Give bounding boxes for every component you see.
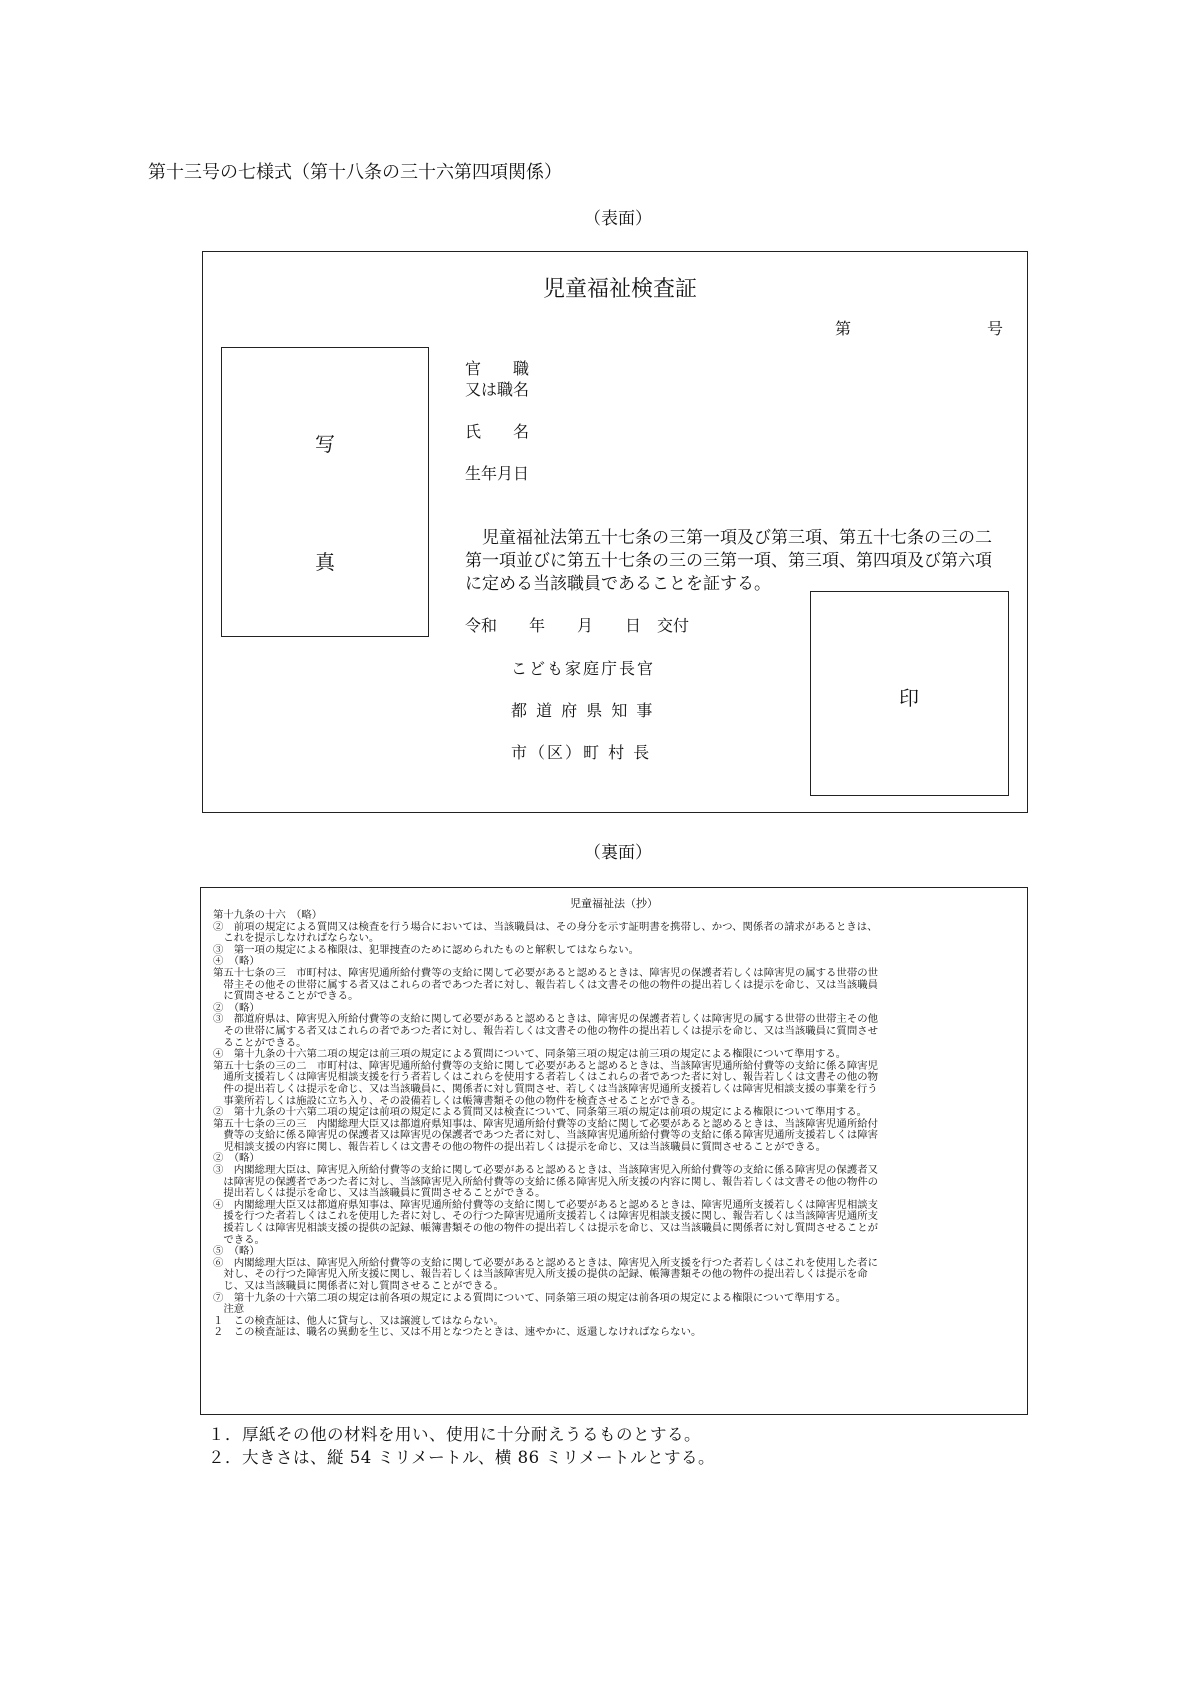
law-line: ④ 第十九条の十六第二項の規定は前三項の規定による質問について、同条第三項の規定は前三項の規定による権限について準用する。 (213, 1048, 847, 1061)
field-official-title-1: 官 職 (465, 359, 530, 378)
certification-text: 児童福祉法第五十七条の三第一項及び第三項、第五十七条の三の二第一項並びに第五十七条の三の三第一項、第三項、第四項及び第六項に定める当該職員であることを証する。 (465, 528, 992, 594)
footer-note-2: ２．大きさは、縦 54 ミリメートル、横 86 ミリメートルとする。 (208, 1448, 715, 1467)
law-line: 第五十七条の三の二 市町村は、障害児通所給付費等の支給に関して必要があると認めるときは、当該障害児通所給付費等の支給に係る障害児 通所支援若しくは障害児相談支援を行う者若しくはこれらを使用する者若しくはこれらの者であつた者に対し、報告若しくは文書その他の物 件の提出若しくは提示を命じ、又は当該職員に、関係者に対し質問させ、若しくは当該障害児通所支援若しくは障害児相談支援の事業を行う 事業所若しくは施設に立ち入り、その設備若しくは帳簿書類その他の物件を検査させることができる。 (213, 1059, 878, 1107)
law-line: ② （略） (213, 1152, 260, 1165)
note-item: １ この検査証は、他人に貸与し、又は譲渡してはならない。 (213, 1314, 504, 1327)
card-title: 児童福祉検査証 (543, 277, 698, 302)
photo-char-2: 真 (315, 550, 335, 574)
seal-char: 印 (899, 686, 919, 710)
law-line: ④ （略） (213, 955, 260, 968)
back-side-label: （裏面） (584, 843, 652, 863)
law-excerpt (213, 910, 1017, 1339)
issuer-municipality: 市（区）町 村 長 (511, 743, 652, 762)
law-title: 児童福祉法（抄） (570, 897, 658, 910)
issuer-prefecture: 都 道 府 県 知 事 (511, 701, 655, 720)
photo-box (221, 347, 429, 637)
issue-date: 令和 年 月 日 交付 (465, 616, 690, 635)
photo-char-1: 写 (315, 432, 335, 456)
notes-title: 注意 (213, 1303, 245, 1316)
law-line: ③ 内閣総理大臣は、障害児入所給付費等の支給に関して必要があると認めるときは、当該障害児入所給付費等の支給に係る障害児の保護者又 は障害児の保護者であつた者に対し、当該障害児入所給付費等の支給に係る障害児入所支援の内容に関し、報告若しくは文書その他の物件の 提出若しくは提示を命じ、又は当該職員に質問させることができる。 (213, 1164, 878, 1200)
field-name: 氏 名 (465, 422, 530, 441)
note-item: ２ この検査証は、職名の異動を生じ、又は不用となつたときは、速やかに、返還しなければならない。 (213, 1326, 702, 1339)
law-line: ⑤ （略） (213, 1245, 260, 1258)
law-line: ② 第十九条の十六第二項の規定は前項の規定による質問又は検査について、同条第三項の規定は前項の規定による権限について準用する。 (213, 1106, 867, 1119)
law-line: 第十九条の十六 （略） (213, 909, 323, 921)
card-number-row (835, 316, 1003, 339)
law-line: 第五十七条の三の三 内閣総理大臣又は都道府県知事は、障害児通所給付費等の支給に関して必要があると認めるときは、当該障害児通所給付 費等の支給に係る障害児の保護者又は障害児の保護者であつた者に対し、当該障害児通所給付費等の支給に係る障害児通所支援若しくは障害 児相談支援の内容に関し、報告若しくは文書その他の物件の提出若しくは提示を命じ、又は当該職員に質問させることができる。 (213, 1117, 878, 1153)
law-line: 第五十七条の三 市町村は、障害児通所給付費等の支給に関して必要があると認めるときは、障害児の保護者若しくは障害児の属する世帯の世 帯主その他その世帯に属する者又はこれらの者であつた者に対し、報告若しくは文書その他の物件の提出若しくは提示を命じ、又は当該職員 に質問させることができる。 (213, 966, 878, 1003)
number-prefix: 第 (835, 319, 852, 338)
seal-box (810, 591, 1009, 796)
inspection-card-back (200, 887, 1028, 1415)
issuer-agency: こども家庭庁長官 (511, 659, 656, 678)
law-line: ② 前項の規定による質問又は検査を行う場合においては、当該職員は、その身分を示す証明書を携帯し、かつ、関係者の請求があるときは、 これを提示しなければならない。 (213, 920, 878, 945)
law-line: ④ 内閣総理大臣又は都道府県知事は、障害児通所給付費等の支給に関して必要があると認めるときは、障害児通所支援若しくは障害児相談支 援を行つた者若しくはこれを使用した者に対し、その行つた障害児通所支援若しくは障害児相談支援に関し、報告若しくは当該障害児通所支 援若しくは障害児相談支援の提供の記録、帳簿書類その他の物件の提出若しくは提示を命じ、又は当該職員に関係者に対し質問させることが できる。 (213, 1198, 878, 1246)
law-line: ② （略） (213, 1001, 260, 1014)
footer-note-1: １．厚紙その他の材料を用い、使用に十分耐えうるものとする。 (208, 1425, 701, 1444)
law-line: ③ 第一項の規定による権限は、犯罪捜査のために認められたものと解釈してはならない。 (213, 943, 640, 956)
field-official-title-2: 又は職名 (465, 380, 530, 399)
law-line: ⑦ 第十九条の十六第二項の規定は前各項の規定による質問について、同条第三項の規定は前各項の規定による権限について準用する。 (213, 1291, 847, 1304)
number-suffix: 号 (986, 319, 1003, 338)
law-line: ③ 都道府県は、障害児入所給付費等の支給に関して必要があると認めるときは、障害児の保護者若しくは障害児の属する世帯の世帯主その他 その世帯に属する者又はこれらの者であつた者に対し、報告若しくは文書その他の物件の提出若しくは提示を命じ、又は当該職員に質問させ ることができる。 (213, 1013, 878, 1049)
inspection-card-front (202, 251, 1028, 813)
front-side-label: （表面） (584, 209, 652, 229)
form-title: 第十三号の七様式（第十八条の三十六第四項関係） (148, 162, 562, 183)
field-birthdate: 生年月日 (465, 464, 530, 483)
law-line: ⑥ 内閣総理大臣は、障害児入所給付費等の支給に関して必要があると認めるときは、障害児入所支援を行つた者若しくはこれを使用した者に 対し、その行つた障害児入所支援に関し、報告若しくは当該障害児入所支援の提供の記録、帳簿書類その他の物件の提出若しくは提示を命 じ、又は当該職員に関係者に対し質問させることができる。 (213, 1256, 878, 1292)
